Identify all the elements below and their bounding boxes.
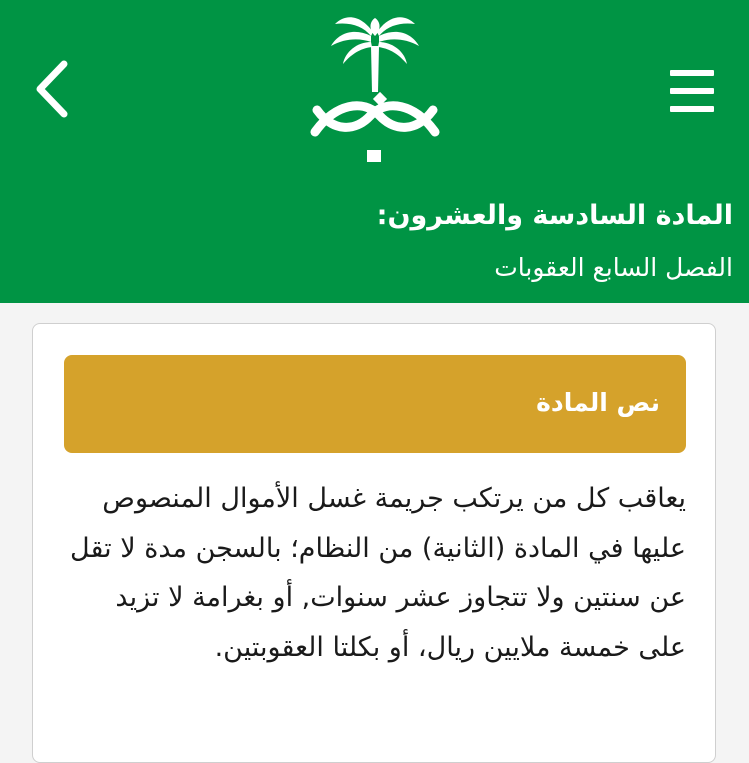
menu-line xyxy=(670,106,714,112)
menu-line xyxy=(670,70,714,76)
section-header xyxy=(64,355,686,453)
header-bar xyxy=(0,0,749,303)
article-card xyxy=(32,323,716,763)
chevron-left-icon xyxy=(28,58,78,120)
palm-and-swords-emblem-icon xyxy=(305,12,445,170)
section-title: نص المادة xyxy=(536,388,660,417)
chapter-subtitle: الفصل السابع العقوبات xyxy=(494,253,733,282)
menu-line xyxy=(670,88,714,94)
article-body-text: يعاقب كل من يرتكب جريمة غسل الأموال المنصوص عليها في المادة (الثانية) من النظام؛ بالسجن مدة لا تقل عن سنتين ولا تتجاوز عشر سنوات, أو بغرامة لا تزيد على خمسة ملايين ريال، أو بكلتا العقوبتين. xyxy=(70,483,686,663)
page-title: المادة السادسة والعشرون: xyxy=(376,200,733,231)
menu-button[interactable] xyxy=(668,68,718,114)
back-button[interactable] xyxy=(28,58,78,120)
